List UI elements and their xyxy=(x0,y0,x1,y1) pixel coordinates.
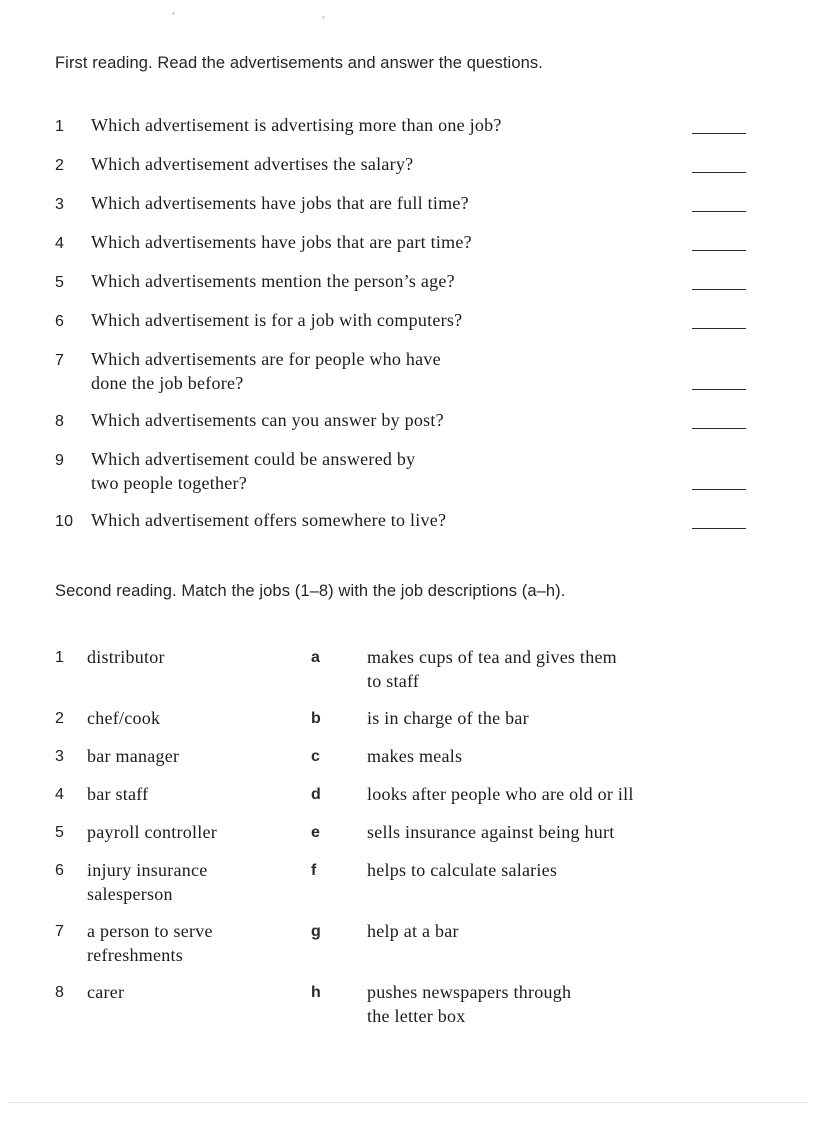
question-row xyxy=(55,508,746,534)
job-line: bar manager xyxy=(87,746,180,766)
question-number: 6 xyxy=(55,313,65,330)
job-text xyxy=(87,820,311,845)
question-line: Which advertisement could be answered by xyxy=(91,449,416,469)
scan-artifact xyxy=(322,16,325,19)
question-number: 4 xyxy=(55,235,65,252)
description-text xyxy=(367,706,746,731)
question-line: Which advertisement is for a job with computers? xyxy=(91,310,463,330)
job-text xyxy=(87,706,311,731)
question-line: Which advertisements have jobs that are part time? xyxy=(91,232,472,252)
job-number: 3 xyxy=(55,748,65,765)
description-letter: e xyxy=(311,824,321,841)
job-line: injury insurance xyxy=(87,860,208,880)
job-text xyxy=(87,858,311,906)
answer-blank xyxy=(692,133,746,134)
description-line: makes meals xyxy=(367,746,463,766)
description-letter: f xyxy=(311,862,317,879)
question-number: 7 xyxy=(55,352,65,369)
question-number: 3 xyxy=(55,196,65,213)
description-line: is in charge of the bar xyxy=(367,708,529,728)
question-row xyxy=(55,408,746,434)
question-text xyxy=(91,447,682,495)
question-number: 8 xyxy=(55,413,65,430)
description-text xyxy=(367,744,746,769)
job-text xyxy=(87,782,311,807)
description-text xyxy=(367,782,746,807)
question-line: two people together? xyxy=(91,473,247,493)
description-line: help at a bar xyxy=(367,921,459,941)
job-number: 7 xyxy=(55,923,65,940)
job-line: refreshments xyxy=(87,945,183,965)
description-line: the letter box xyxy=(367,1006,466,1026)
job-line: bar staff xyxy=(87,784,149,804)
question-text xyxy=(91,113,682,139)
match-row xyxy=(55,820,746,845)
question-text xyxy=(91,347,682,395)
question-text xyxy=(91,508,682,534)
job-line: a person to serve xyxy=(87,921,213,941)
job-number: 4 xyxy=(55,786,65,803)
description-line: looks after people who are old or ill xyxy=(367,784,634,804)
job-line: salesperson xyxy=(87,884,173,904)
match-row xyxy=(55,645,746,693)
question-row xyxy=(55,191,746,217)
question-line: Which advertisement advertises the salary? xyxy=(91,154,414,174)
description-letter: d xyxy=(311,786,322,803)
question-line: done the job before? xyxy=(91,373,244,393)
job-text xyxy=(87,919,311,967)
match-row xyxy=(55,744,746,769)
description-text xyxy=(367,919,746,967)
job-text xyxy=(87,744,311,769)
description-text xyxy=(367,820,746,845)
description-text xyxy=(367,980,746,1028)
description-line: makes cups of tea and gives them xyxy=(367,647,617,667)
question-number: 1 xyxy=(55,118,65,135)
question-text xyxy=(91,408,682,434)
question-number: 9 xyxy=(55,452,65,469)
question-number: 5 xyxy=(55,274,65,291)
question-row xyxy=(55,152,746,178)
answer-blank xyxy=(692,328,746,329)
question-row xyxy=(55,347,746,395)
description-letter: b xyxy=(311,710,322,727)
job-text xyxy=(87,980,311,1028)
description-letter: h xyxy=(311,984,322,1001)
answer-blank xyxy=(692,428,746,429)
question-line: Which advertisements have jobs that are full time? xyxy=(91,193,469,213)
question-line: Which advertisements mention the person’s age? xyxy=(91,271,455,291)
question-text xyxy=(91,230,682,256)
question-line: Which advertisement offers somewhere to live? xyxy=(91,510,447,530)
job-number: 2 xyxy=(55,710,65,727)
description-line: to staff xyxy=(367,671,420,691)
second-reading-instruction: Second reading. Match the jobs (1–8) with the job descriptions (a–h). xyxy=(55,582,566,600)
job-number: 8 xyxy=(55,984,65,1001)
job-number: 6 xyxy=(55,862,65,879)
answer-blank xyxy=(692,250,746,251)
question-text xyxy=(91,191,682,217)
description-text xyxy=(367,858,746,906)
first-reading-questions xyxy=(55,113,746,534)
question-line: Which advertisements are for people who have xyxy=(91,349,441,369)
question-row xyxy=(55,269,746,295)
match-row xyxy=(55,782,746,807)
first-reading-instruction: First reading. Read the advertisements and answer the questions. xyxy=(55,54,543,72)
job-number: 5 xyxy=(55,824,65,841)
question-row xyxy=(55,447,746,495)
description-letter: a xyxy=(311,649,321,666)
description-line: helps to calculate salaries xyxy=(367,860,558,880)
question-line: Which advertisements can you answer by post? xyxy=(91,410,444,430)
job-number: 1 xyxy=(55,649,65,666)
job-line: payroll controller xyxy=(87,822,217,842)
question-text xyxy=(91,308,682,334)
description-letter: c xyxy=(311,748,321,765)
job-line: carer xyxy=(87,982,125,1002)
question-row xyxy=(55,113,746,139)
question-line: Which advertisement is advertising more than one job? xyxy=(91,115,502,135)
match-row xyxy=(55,980,746,1028)
match-row xyxy=(55,706,746,731)
question-number: 10 xyxy=(55,513,74,530)
question-text xyxy=(91,152,682,178)
answer-blank xyxy=(692,389,746,390)
answer-blank xyxy=(692,489,746,490)
match-row xyxy=(55,858,746,906)
description-letter: g xyxy=(311,923,322,940)
match-row xyxy=(55,919,746,967)
answer-blank xyxy=(692,172,746,173)
answer-blank xyxy=(692,211,746,212)
description-line: pushes newspapers through xyxy=(367,982,572,1002)
question-row xyxy=(55,230,746,256)
job-line: distributor xyxy=(87,647,165,667)
scan-edge-line xyxy=(8,1102,808,1103)
description-text xyxy=(367,645,746,693)
question-row xyxy=(55,308,746,334)
answer-blank xyxy=(692,528,746,529)
second-reading-matching xyxy=(55,645,746,1028)
job-line: chef/cook xyxy=(87,708,161,728)
job-text xyxy=(87,645,311,693)
question-number: 2 xyxy=(55,157,65,174)
answer-blank xyxy=(692,289,746,290)
question-text xyxy=(91,269,682,295)
scan-artifact xyxy=(172,12,175,15)
description-line: sells insurance against being hurt xyxy=(367,822,615,842)
